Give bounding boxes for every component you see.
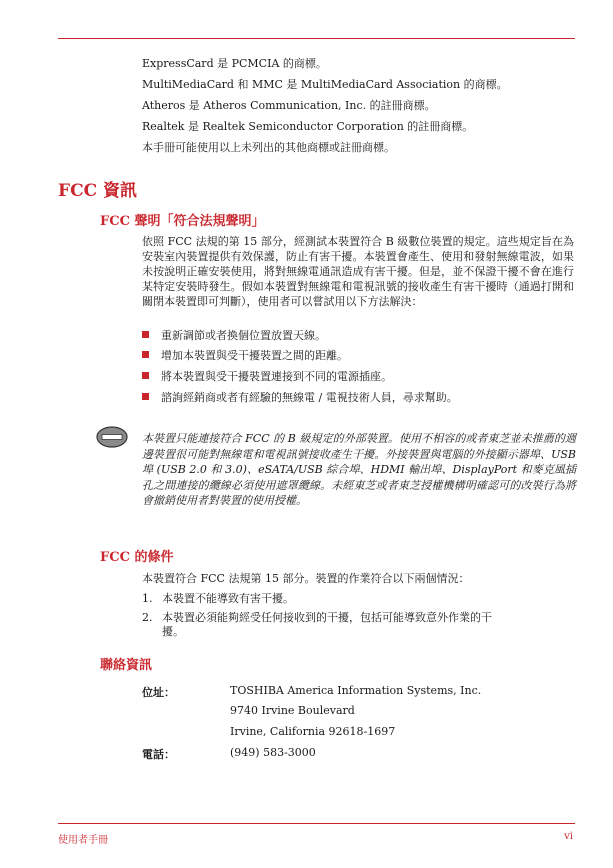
list-item-text: 將本裝置與受干擾裝置連接到不同的電源插座。	[161, 370, 392, 383]
trademark-line: 本手冊可能使用以上未列出的其他商標或註冊商標。	[142, 141, 395, 154]
list-item	[142, 391, 458, 405]
page-number: vi	[564, 831, 573, 842]
numbered-item	[142, 592, 562, 606]
fcc-caution-note: 本裝置只能連接符合 FCC 的 B 級規定的外部裝置。使用不相容的或者東芝並未推薦的週邊裝置很可能對無線電和電視訊號接收產生干擾。外接裝置與電腦的外接顯示器埠、USB 埠 (USB 2.0 和 3.0)、eSATA/USB 綜合埠、HDMI 輸出埠、DisplayPort 和麥克風插孔之間連接的纜線必須使用遮罩纜線。未經東芝或者東芝授權機構明確認可的改裝行為將會撤銷使用者對裝置的使用授權。	[142, 432, 576, 507]
list-item-text: 增加本裝置與受干擾裝置之間的距離。	[161, 349, 348, 362]
trademark-line: Realtek 是 Realtek Semiconductor Corporation 的註冊商標。	[142, 120, 474, 133]
footer-title: 使用者手冊	[58, 835, 108, 846]
list-item-text: 諮詢經銷商或者有經驗的無線電 / 電視技術人員，尋求幫助。	[161, 391, 458, 404]
conditions-intro: 本裝置符合 FCC 法規第 15 部分。裝置的作業符合以下兩個情況：	[142, 572, 470, 585]
item-text-continued: 擾。	[162, 625, 184, 638]
address-label: 位址：	[142, 686, 175, 699]
item-text: 本裝置必須能夠經受任何接收到的干擾，包括可能導致意外作業的干	[162, 611, 492, 624]
phone-number: (949) 583-3000	[230, 746, 316, 759]
bullet-square-icon	[142, 331, 149, 338]
phone-label: 電話：	[142, 748, 175, 761]
trademark-line: ExpressCard 是 PCMCIA 的商標。	[142, 57, 327, 70]
bullet-square-icon	[142, 351, 149, 358]
address-line: TOSHIBA America Information Systems, Inc.	[230, 684, 482, 697]
subheading-fcc-conditions: FCC 的條件	[100, 550, 174, 565]
trademark-line: Atheros 是 Atheros Communication, Inc. 的註冊商標。	[142, 99, 436, 112]
section-heading-fcc: FCC 資訊	[58, 181, 138, 201]
item-number: 1.	[142, 592, 153, 605]
list-item-text: 重新調節或者換個位置放置天線。	[161, 329, 326, 342]
bullet-square-icon	[142, 393, 149, 400]
trademark-line: MultiMediaCard 和 MMC 是 MultiMediaCard Association 的商標。	[142, 78, 508, 91]
subheading-contact: 聯絡資訊	[100, 658, 153, 673]
list-item	[142, 329, 326, 343]
item-number: 2.	[142, 611, 153, 624]
fcc-notice-paragraph: 依照 FCC 法規的第 15 部分，經測試本裝置符合 B 級數位裝置的規定。這些規定旨在為安裝室內裝置提供有效保護，防止有害干擾。本裝置會產生、使用和發射無線電波，如果未按說明正確安裝使用，將對無線電通訊造成有害干擾。但是，並不保證干擾不會在進行某特定安裝時發生。假如本裝置對無線電和電視訊號的接收產生有害干擾時（通過打開和關閉本裝置即可判斷），使用者可以嘗試用以下方法解決：	[142, 235, 574, 308]
address-line: 9740 Irvine Boulevard	[230, 704, 355, 717]
footer-rule	[58, 823, 575, 824]
bullet-square-icon	[142, 372, 149, 379]
list-item	[142, 349, 348, 363]
numbered-item	[142, 611, 562, 639]
no-entry-icon	[96, 426, 128, 448]
address-line: Irvine, California 92618-1697	[230, 725, 396, 738]
subheading-fcc-notice: FCC 聲明「符合法規聲明」	[100, 214, 265, 229]
list-item	[142, 370, 392, 384]
item-text: 本裝置不能導致有害干擾。	[162, 592, 294, 605]
header-rule	[58, 38, 575, 39]
